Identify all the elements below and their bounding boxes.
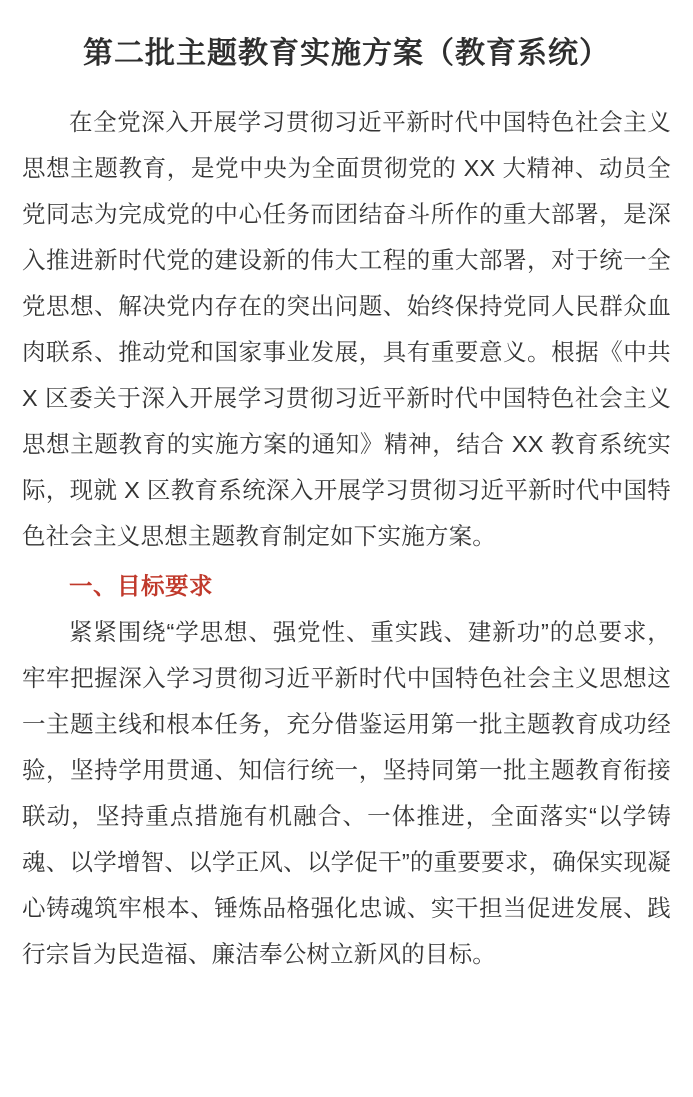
section-heading-1: 一、目标要求 [69, 573, 213, 599]
page-title: 第二批主题教育实施方案（教育系统） [83, 37, 610, 70]
paragraph-intro: 在全党深入开展学习贯彻习近平新时代中国特色社会主义思想主题教育，是党中央为全面贯彻党的 XX 大精神、动员全党同志为完成党的中心任务而团结奋斗所作的重大部署，是深入推进新时代党的建设新的伟大工程的重大部署，对于统一全党思想、解决党内存在的突出问题、始终保持党同人民群众血肉联系、推动党和国家事业发展，具有重要意义。根据《中共 X 区委关于深入开展学习贯彻习近平新时代中国特色社会主义思想主题教育的实施方案的通知》精神，结合 XX 教育系统实际，现就 X 区教育系统深入开展学习贯彻习近平新时代中国特色社会主义思想主题教育制定如下实施方案。 [22, 109, 671, 549]
paragraph-section-1-body: 紧紧围绕“学思想、强党性、重实践、建新功”的总要求，牢牢把握深入学习贯彻习近平新时代中国特色社会主义思想这一主题主线和根本任务，充分借鉴运用第一批主题教育成功经验，坚持学用贯通、知信行统一，坚持同第一批主题教育衔接联动，坚持重点措施有机融合、一体推进，全面落实“以学铸魂、以学增智、以学正风、以学促干”的重要要求，确保实现凝心铸魂筑牢根本、锤炼品格强化忠诚、实干担当促进发展、践行宗旨为民造福、廉洁奉公树立新风的目标。 [22, 619, 671, 967]
